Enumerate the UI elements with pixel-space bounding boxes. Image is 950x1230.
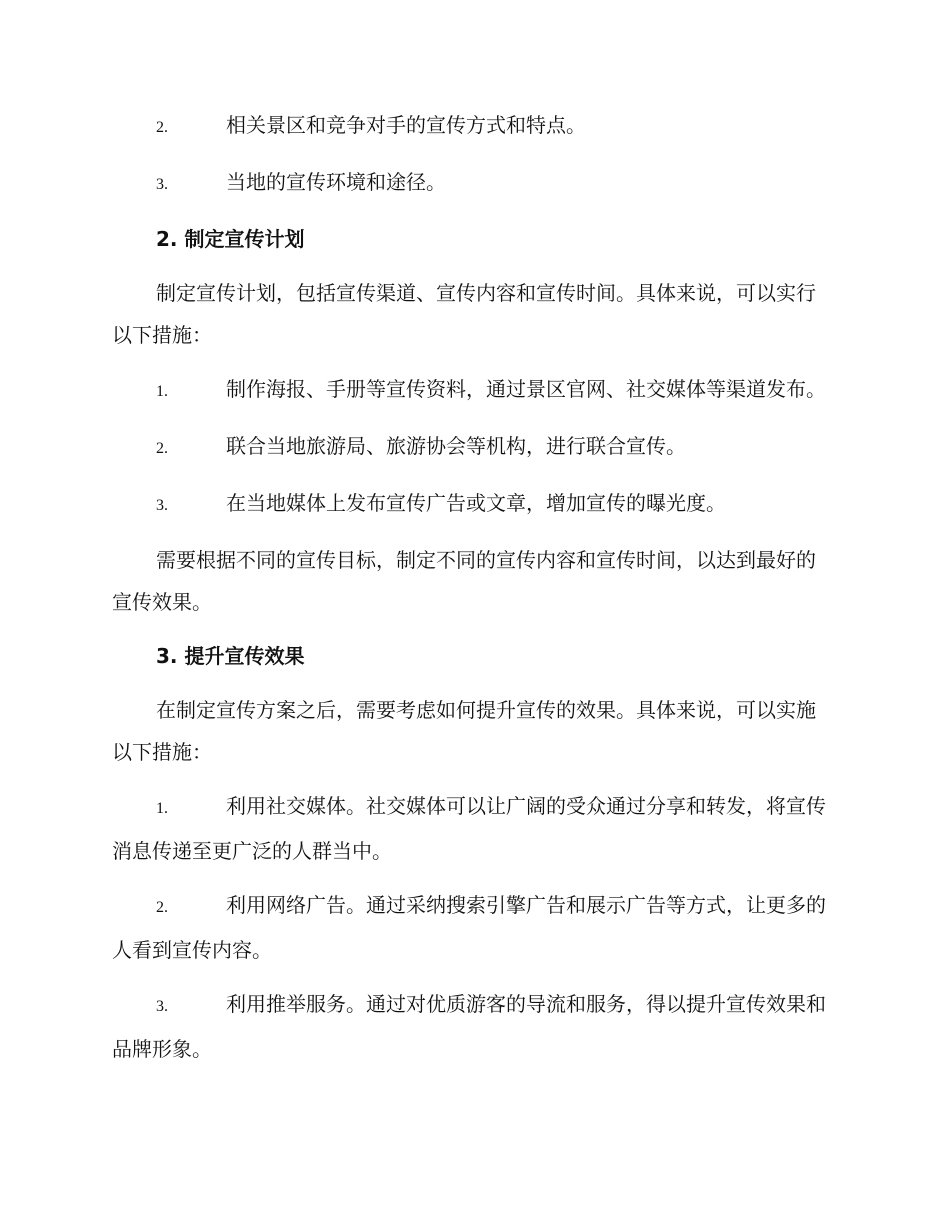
list-number: 1. [156,800,168,817]
section-heading: 3. 提升宣传效果 [156,644,305,668]
list-number: 2. [156,119,168,136]
list-item [112,425,834,470]
paragraph: 在制定宣传方案之后，需要考虑如何提升宣传的效果。具体来说，可以实施以下措施： [112,698,816,764]
list-number: 2. [156,899,168,916]
list-number: 3. [156,998,168,1015]
list-text: 利用社交媒体。社交媒体可以让广阔的受众通过分享和转发，将宣传消息传递至更广泛的人群当中。 [112,794,826,863]
list-item [112,983,834,1070]
document-page [112,104,834,1082]
section-heading: 2. 制定宣传计划 [156,227,305,251]
paragraph: 需要根据不同的宣传目标，制定不同的宣传内容和宣传时间，以达到最好的宣传效果。 [112,548,816,614]
list-number: 3. [156,497,168,514]
list-text: 联合当地旅游局、旅游协会等机构，进行联合宣传。 [226,434,686,458]
paragraph: 制定宣传计划，包括宣传渠道、宣传内容和宣传时间。具体来说，可以实行以下措施： [112,281,816,347]
list-text: 利用推举服务。通过对优质游客的导流和服务，得以提升宣传效果和品牌形象。 [112,992,826,1061]
list-item [112,785,834,872]
list-number: 2. [156,440,168,457]
list-text: 在当地媒体上发布宣传广告或文章，增加宣传的曝光度。 [226,491,726,515]
list-text: 利用网络广告。通过采纳搜索引擎广告和展示广告等方式，让更多的人看到宣传内容。 [112,893,826,962]
list-number: 1. [156,383,168,400]
list-item [112,104,834,149]
list-text: 制作海报、手册等宣传资料，通过景区官网、社交媒体等渠道发布。 [226,377,826,401]
list-item [112,884,834,971]
list-item [112,482,834,527]
list-text: 当地的宣传环境和途径。 [226,170,446,194]
list-item [112,368,834,413]
list-text: 相关景区和竞争对手的宣传方式和特点。 [226,113,586,137]
list-number: 3. [156,176,168,193]
list-item [112,161,834,206]
